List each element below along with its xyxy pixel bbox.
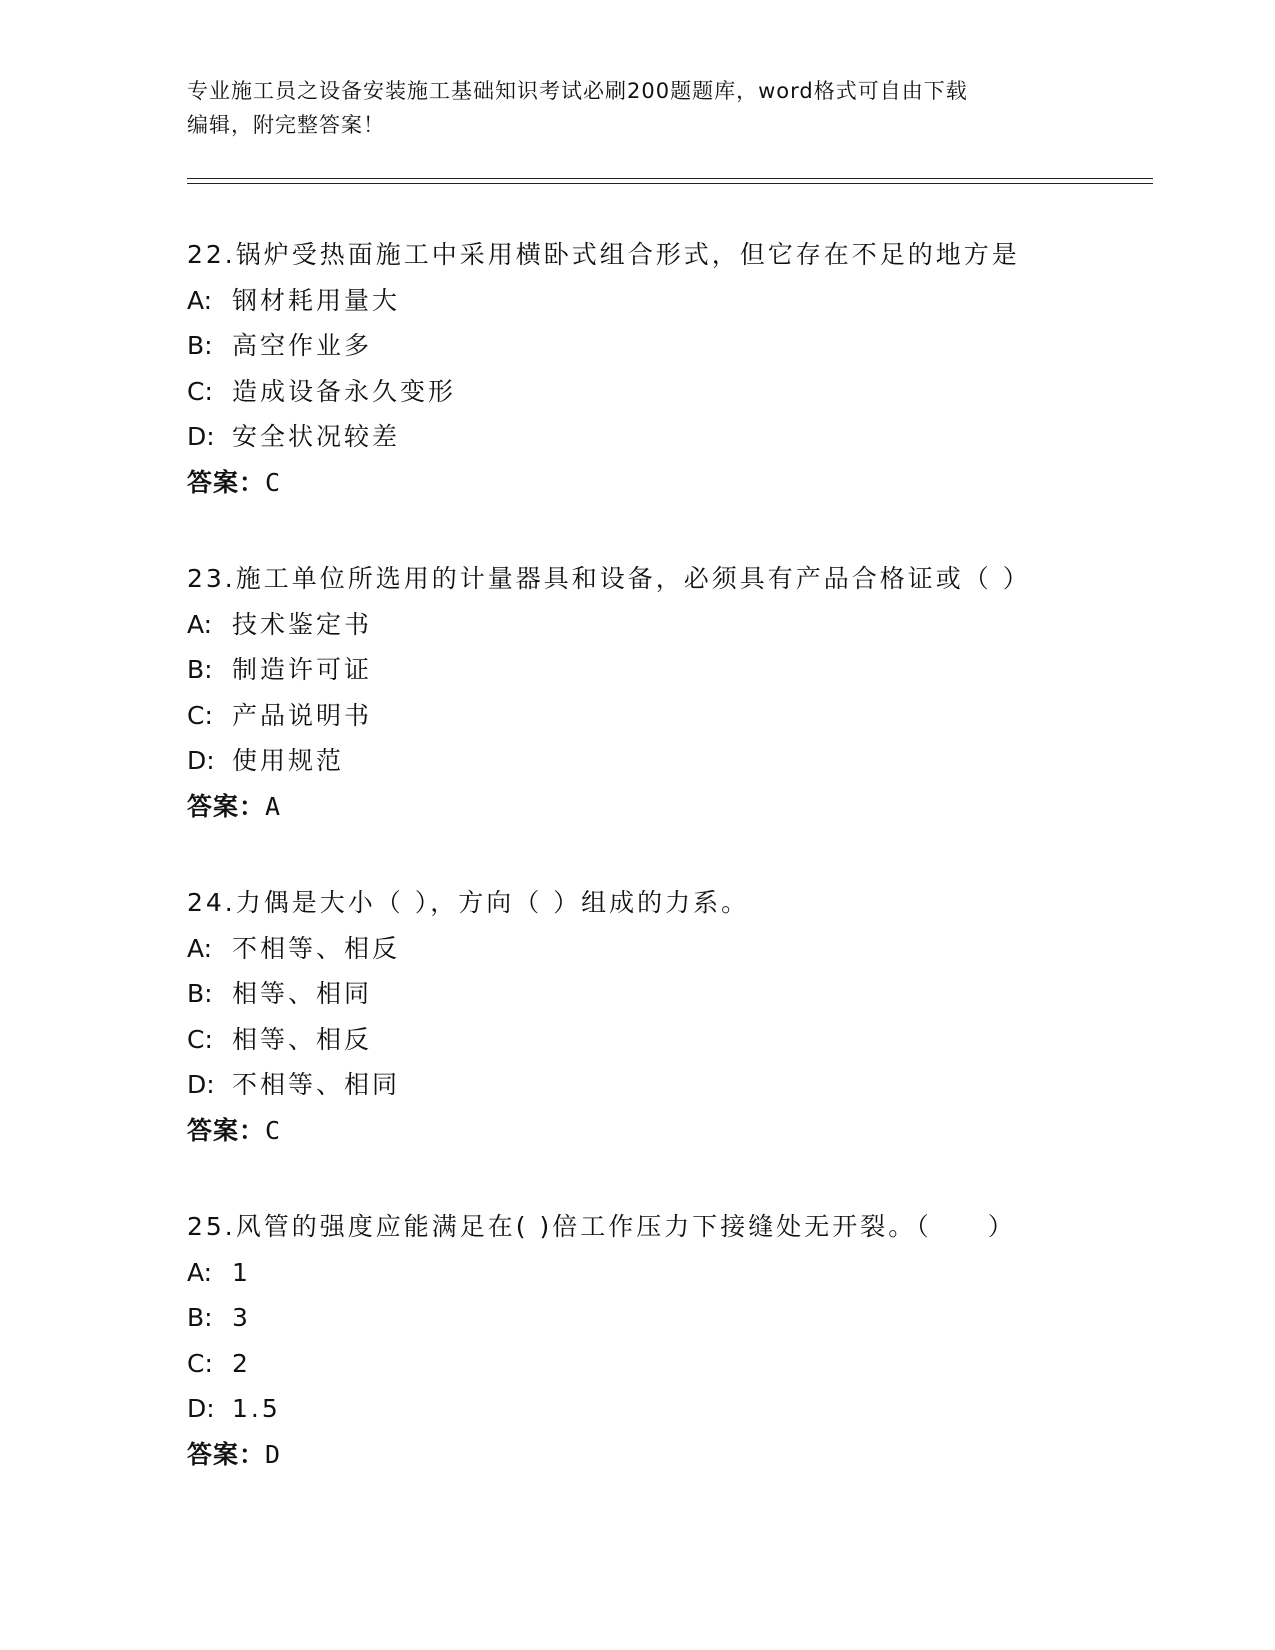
option-d [187,414,1147,460]
option-b [187,323,1147,369]
option-letter: B: [187,331,213,360]
answer-value: C [265,467,282,497]
option-b [187,1295,1147,1341]
answer-label: 答案： [187,1439,266,1469]
question-stem: 22.锅炉受热面施工中采用横卧式组合形式，但它存在不足的地方是 [187,240,1020,269]
option-text: 高空作业多 [232,331,373,360]
option-text: 使用规范 [232,746,345,775]
question-stem: 24.力偶是大小（ ），方向（ ）组成的力系。 [187,888,750,917]
answer-line [187,784,1147,830]
question-stem: 25.风管的强度应能满足在( )倍工作压力下接缝处无开裂。（ ） [187,1212,1016,1241]
question-stem: 23.施工单位所选用的计量器具和设备，必须具有产品合格证或（ ） [187,564,1031,593]
option-b [187,647,1147,693]
option-a [187,926,1147,972]
answer-value: C [265,1115,282,1145]
option-text: 1 [232,1257,251,1287]
option-letter: D: [187,1394,215,1423]
option-letter: B: [187,655,213,684]
option-letter: C: [187,1024,213,1054]
option-a [187,278,1147,324]
option-a [187,1250,1147,1296]
option-c [187,369,1147,415]
answer-label: 答案： [187,791,266,821]
answer-value: D [265,1439,282,1469]
option-letter: A: [187,285,213,315]
option-letter: C: [187,376,213,406]
question-list [187,232,1147,1528]
option-text: 安全状况较差 [232,422,401,451]
option-letter: A: [187,609,213,639]
option-text: 3 [232,1303,251,1332]
option-text: 技术鉴定书 [232,609,373,639]
question-23 [187,556,1147,829]
option-text: 1.5 [232,1394,281,1423]
option-letter: D: [187,746,215,775]
option-b [187,971,1147,1017]
answer-label: 答案： [187,1115,266,1145]
header-divider-top [187,178,1153,179]
answer-line [187,1432,1147,1478]
answer-value: A [265,791,282,821]
option-letter: C: [187,1348,213,1378]
option-letter: A: [187,933,213,963]
option-letter: B: [187,1303,213,1332]
answer-label: 答案： [187,467,266,497]
option-text: 造成设备永久变形 [232,376,457,406]
answer-line [187,1108,1147,1154]
header-line-2: 编辑，附完整答案！ [187,113,385,137]
header-line-1: 专业施工员之设备安装施工基础知识考试必刷200题题库，word格式可自由下载 [187,79,968,103]
option-text: 相等、相反 [232,1024,373,1054]
document-header [187,74,1067,142]
option-text: 不相等、相反 [232,933,401,963]
option-text: 钢材耗用量大 [232,285,401,315]
option-letter: C: [187,700,213,730]
question-25 [187,1204,1147,1477]
question-22 [187,232,1147,505]
option-text: 2 [232,1348,251,1378]
header-divider-bottom [187,183,1153,184]
option-letter: D: [187,422,215,451]
option-letter: A: [187,1257,213,1287]
answer-line [187,460,1147,506]
option-d [187,738,1147,784]
option-text: 不相等、相同 [232,1070,401,1099]
option-text: 产品说明书 [232,700,373,730]
option-a [187,602,1147,648]
option-letter: B: [187,979,213,1008]
option-c [187,1017,1147,1063]
option-text: 制造许可证 [232,655,373,684]
option-d [187,1386,1147,1432]
option-text: 相等、相同 [232,979,373,1008]
option-letter: D: [187,1070,215,1099]
option-d [187,1062,1147,1108]
option-c [187,693,1147,739]
option-c [187,1341,1147,1387]
question-24 [187,880,1147,1153]
